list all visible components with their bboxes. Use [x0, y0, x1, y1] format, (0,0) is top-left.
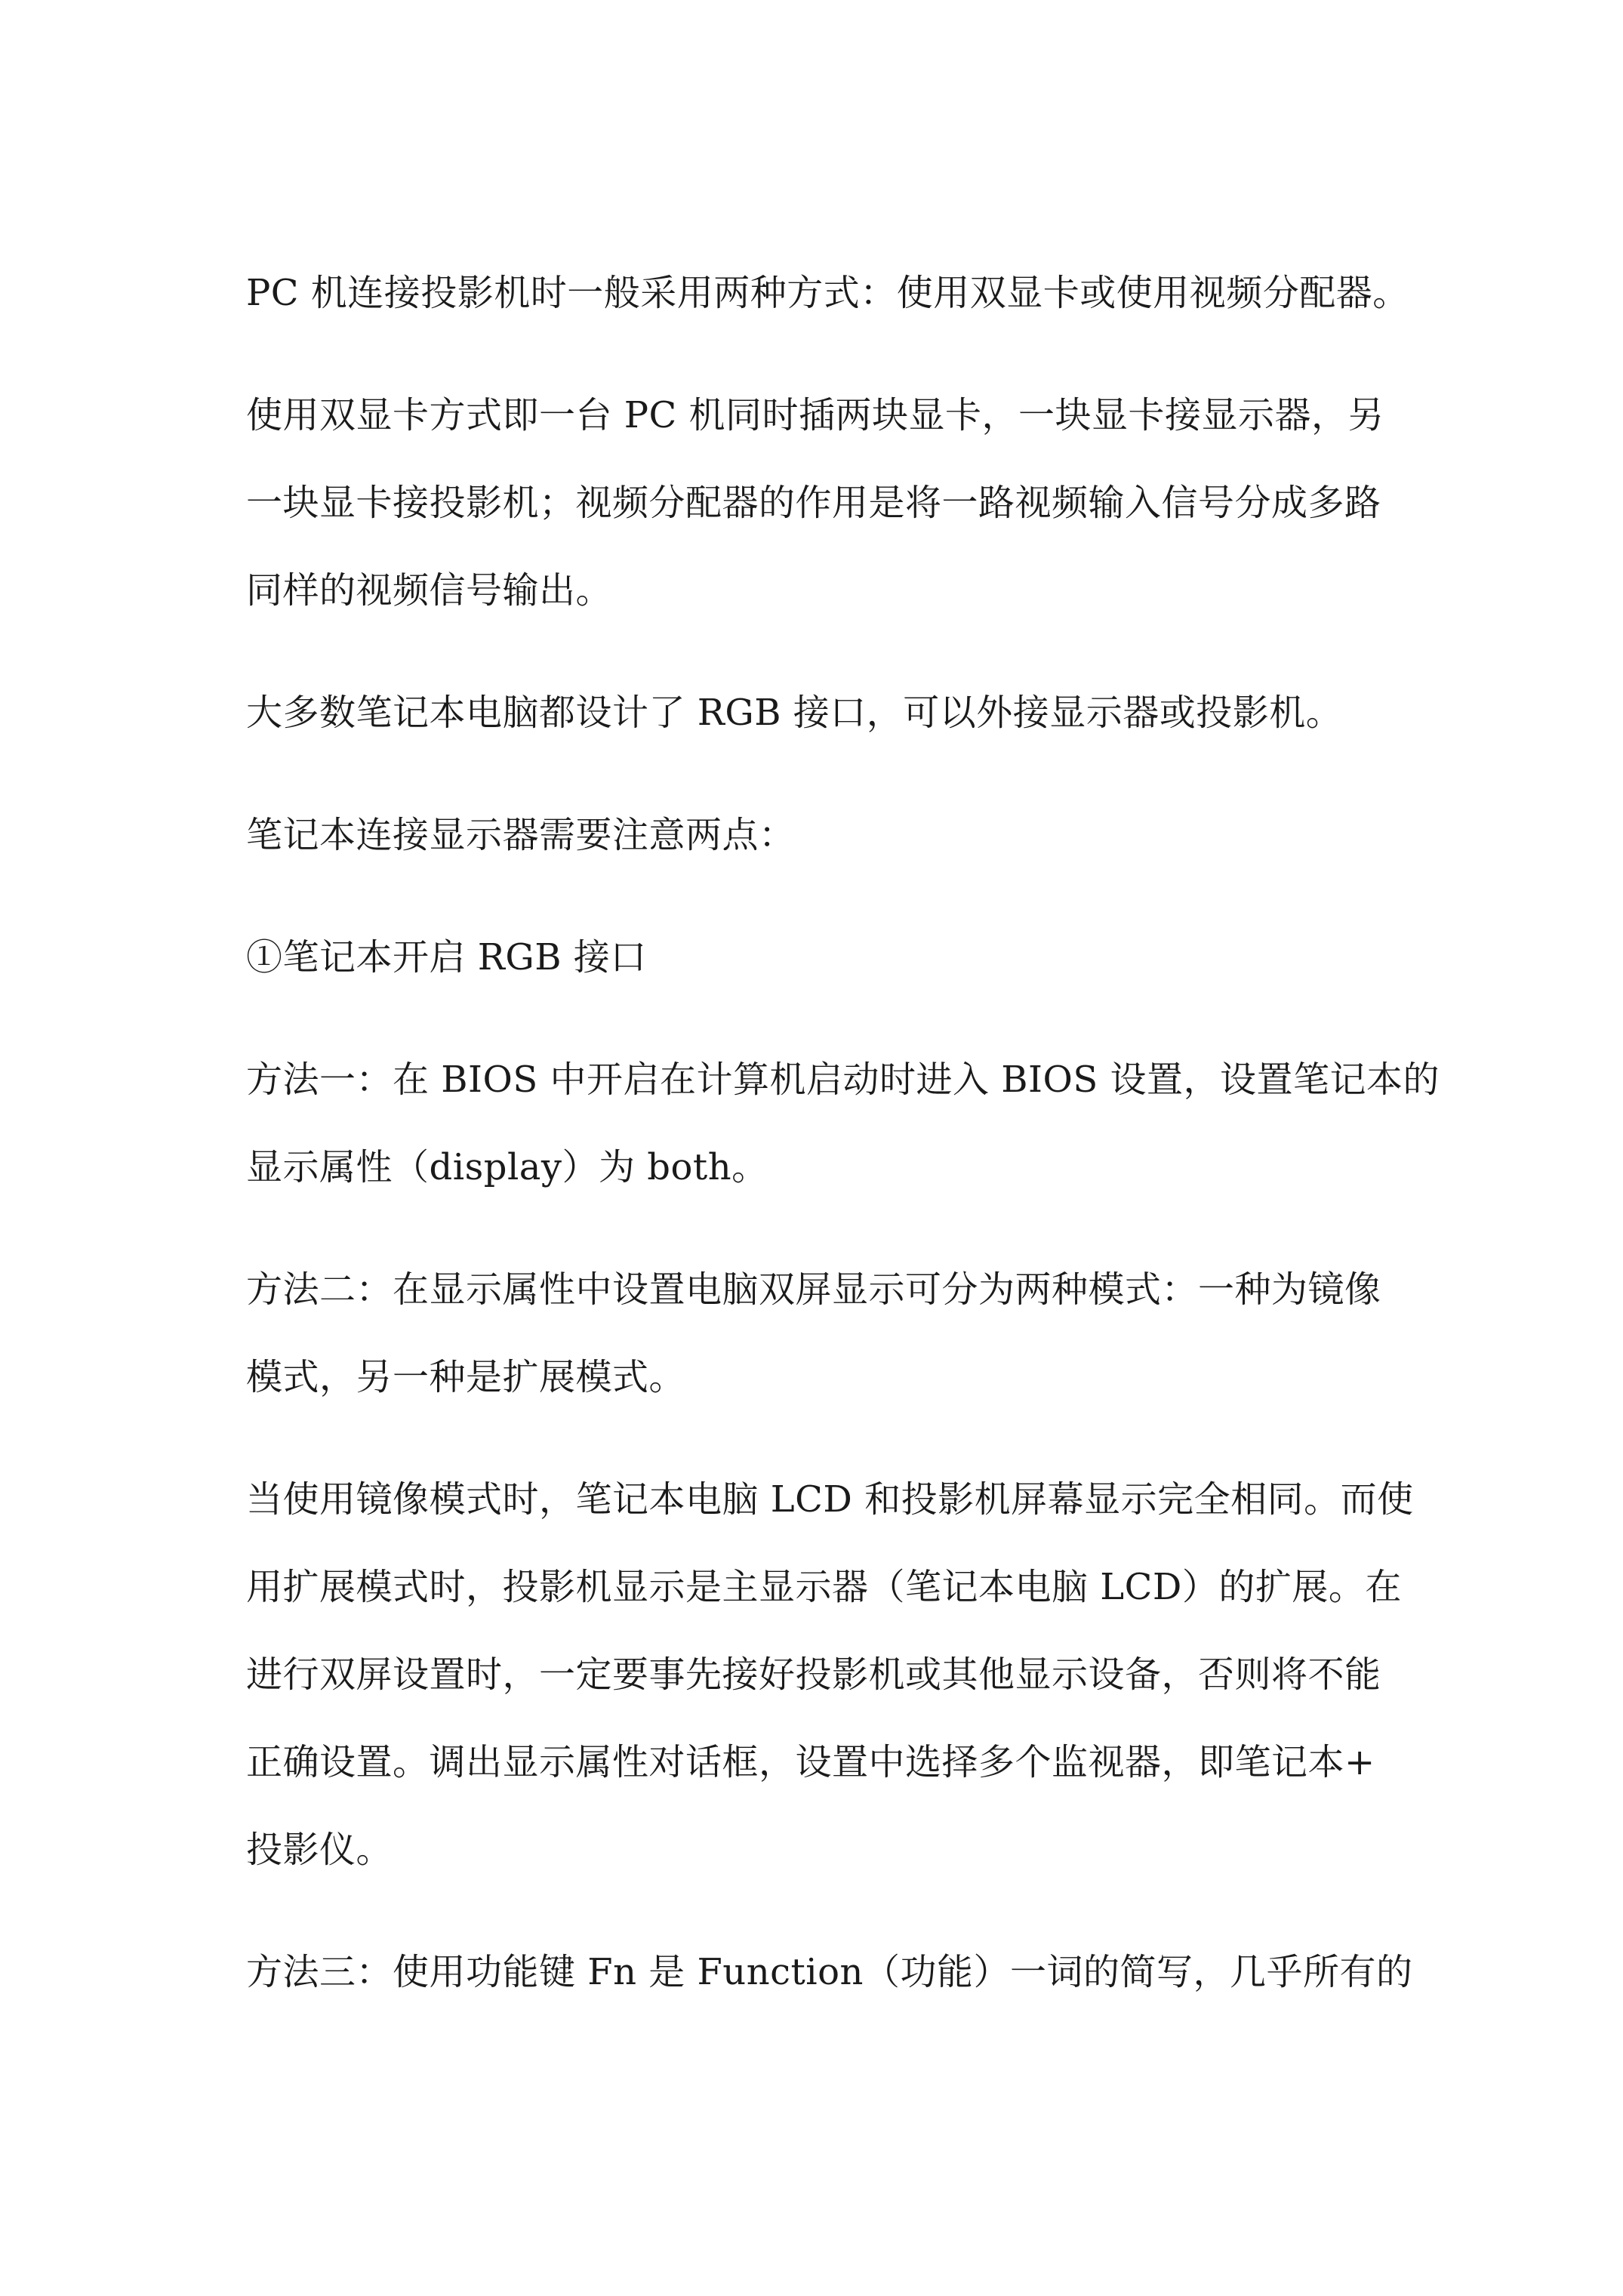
- paragraph-mirror-extend-modes: [246, 1456, 1414, 1894]
- paragraph-method-one: [246, 1036, 1440, 1211]
- text-line: 正确设置。调出显示属性对话框，设置中选择多个监视器，即笔记本+: [246, 1741, 1375, 1783]
- text-line: 投影仪。: [246, 1829, 393, 1871]
- text-line: 笔记本连接显示器需要注意两点：: [246, 814, 796, 856]
- text-line: PC 机连接投影机时一般采用两种方式：使用双显卡或使用视频分配器。: [246, 272, 1409, 314]
- text-line: 同样的视频信号输出。: [246, 569, 613, 612]
- text-line: 一块显卡接投影机；视频分配器的作用是将一路视频输入信号分成多路: [246, 482, 1381, 524]
- paragraph-point-one: [246, 914, 1386, 1001]
- paragraph-pc-connection-methods: [246, 249, 1409, 337]
- paragraph-dual-graphics-card: [246, 371, 1386, 634]
- text-line: 大多数笔记本电脑都设计了 RGB 接口，可以外接显示器或投影机。: [246, 692, 1343, 734]
- text-line: 模式，另一种是扩展模式。: [246, 1356, 686, 1398]
- text-line: 进行双屏设置时，一定要事先接好投影机或其他显示设备，否则将不能: [246, 1653, 1381, 1696]
- text-line: 显示属性（display）为 both。: [246, 1146, 768, 1188]
- text-line: ①笔记本开启 RGB 接口: [246, 936, 647, 978]
- text-line: 使用双显卡方式即一台 PC 机同时插两块显卡，一块显卡接显示器，另: [246, 394, 1385, 436]
- paragraph-two-points-note: [246, 791, 1386, 879]
- text-line: 方法二：在显示属性中设置电脑双屏显示可分为两种模式：一种为镜像: [246, 1268, 1381, 1311]
- paragraph-rgb-interface: [246, 669, 1386, 757]
- text-line: 方法一：在 BIOS 中开启在计算机启动时进入 BIOS 设置，设置笔记本的: [246, 1059, 1440, 1101]
- text-line: 方法三：使用功能键 Fn 是 Function（功能）一词的简写，几乎所有的: [246, 1951, 1413, 1993]
- text-line: 用扩展模式时，投影机显示是主显示器（笔记本电脑 LCD）的扩展。在: [246, 1566, 1402, 1608]
- paragraph-method-three: [246, 1928, 1413, 2016]
- document-body: [246, 249, 1440, 2016]
- paragraph-method-two: [246, 1246, 1386, 1421]
- text-line: 当使用镜像模式时，笔记本电脑 LCD 和投影机屏幕显示完全相同。而使: [246, 1478, 1414, 1521]
